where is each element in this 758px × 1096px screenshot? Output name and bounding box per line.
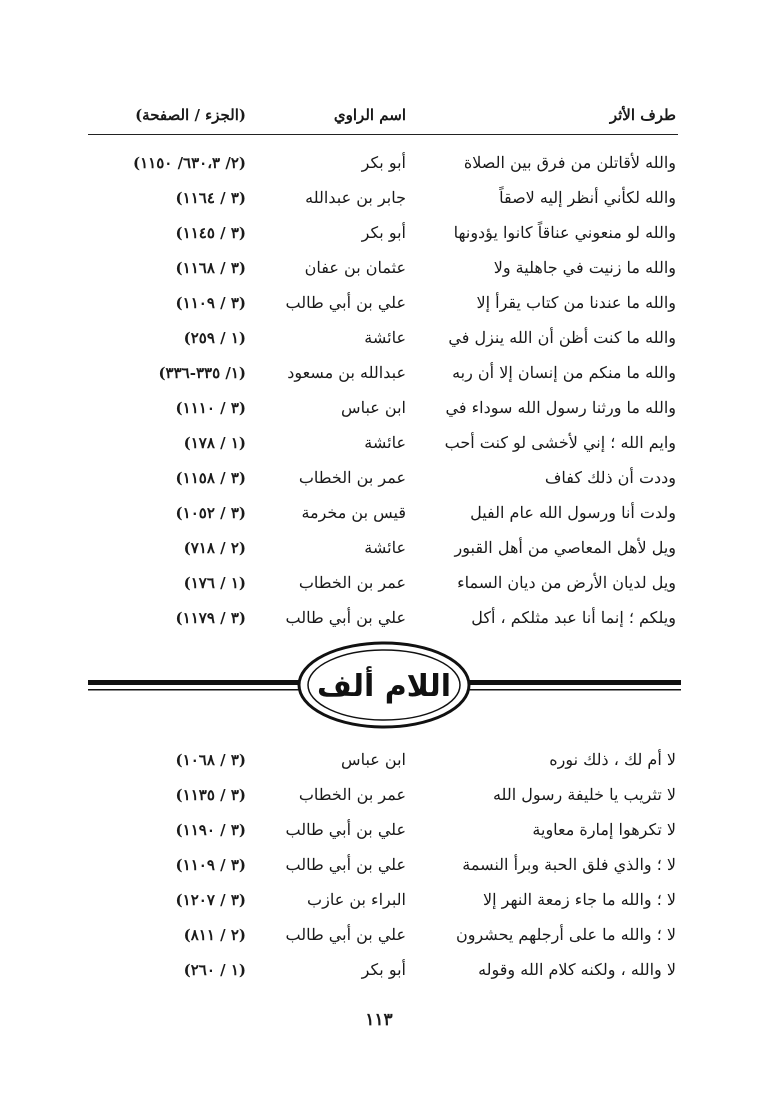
table-row: [0, 286, 758, 320]
ref-text: (٣ / ١١٣٥): [175, 786, 246, 804]
ref-text: (٣ / ١١٩٠): [175, 821, 246, 839]
athar-text: لا أم لك ، ذلك نوره: [549, 750, 676, 769]
rawi-text: عائشة: [364, 433, 406, 452]
rawi-text: قيس بن مخرمة: [301, 503, 406, 522]
rawi-text: عمر بن الخطاب: [298, 785, 406, 804]
table-row: [0, 883, 758, 917]
ref-text: (٣ / ١٠٥٢): [175, 504, 246, 522]
table-row: [0, 321, 758, 355]
ref-text: (٣ / ١١٦٨): [175, 259, 246, 277]
athar-text: والله ما منكم من إنسان إلا أن ربه: [452, 363, 676, 382]
ref-text: (١ / ٢٦٠): [183, 961, 246, 979]
ref-text: (٣ / ١٠٦٨): [175, 751, 246, 769]
table-row: [0, 251, 758, 285]
table-row: [0, 743, 758, 777]
page-number: ١١٣: [365, 1010, 393, 1030]
rawi-text: عمر بن الخطاب: [298, 573, 406, 592]
athar-text: والله ما عندنا من كتاب يقرأ إلا: [476, 293, 676, 312]
athar-text: ويل لأهل المعاصي من أهل القبور: [454, 538, 676, 557]
rawi-text: أبو بكر: [361, 223, 406, 242]
table-row: [0, 146, 758, 180]
athar-text: لا تثريب يا خليفة رسول الله: [492, 785, 676, 804]
table-row: [0, 953, 758, 987]
table-row: [0, 778, 758, 812]
ref-text: (١/ ٣٣٥-٣٣٦): [158, 364, 246, 382]
table-row: [0, 461, 758, 495]
section-title: اللام ألف: [316, 669, 452, 704]
rawi-text: عبدالله بن مسعود: [287, 363, 406, 382]
ref-text: (٢ / ٧١٨): [183, 539, 246, 557]
rawi-text: جابر بن عبدالله: [305, 188, 406, 207]
athar-text: ولدت أنا ورسول الله عام الفيل: [470, 503, 676, 522]
ref-text: (٢/ ٦٣٠،٣/ ١١٥٠): [133, 154, 246, 172]
table-row: [0, 531, 758, 565]
table-row: [0, 813, 758, 847]
athar-text: والله ما كنت أظن أن الله ينزل في: [448, 328, 676, 347]
athar-text: والله لأقاتلن من فرق بين الصلاة: [463, 153, 676, 172]
rawi-text: علي بن أبي طالب: [285, 820, 406, 839]
rawi-text: عائشة: [364, 328, 406, 347]
rawi-text: علي بن أبي طالب: [285, 855, 406, 874]
athar-text: لا ؛ والذي فلق الحبة وبرأ النسمة: [462, 855, 676, 874]
athar-text: لا ؛ والله ما جاء زمعة النهر إلا: [483, 890, 676, 909]
ref-text: (٣ / ١١٠٩): [175, 856, 246, 874]
rawi-text: عمر بن الخطاب: [298, 468, 406, 487]
ref-text: (٣ / ١٢٠٧): [175, 891, 246, 909]
rawi-text: علي بن أبي طالب: [285, 608, 406, 627]
header-rule: [88, 134, 678, 135]
athar-text: وددت أن ذلك كفاف: [544, 468, 676, 487]
athar-text: والله ما ورثنا رسول الله سوداء في: [445, 398, 676, 417]
ref-text: (١ / ٢٥٩): [183, 329, 246, 347]
table-row: [0, 566, 758, 600]
table-row: [0, 216, 758, 250]
rawi-text: ابن عباس: [341, 398, 406, 417]
column-header-ref: (الجزء / الصفحة): [135, 106, 246, 124]
athar-text: لا والله ، ولكنه كلام الله وقوله: [478, 960, 676, 979]
ref-text: (٣ / ١١٧٩): [175, 609, 246, 627]
rawi-text: علي بن أبي طالب: [285, 293, 406, 312]
ref-text: (٣ / ١١٥٨): [175, 469, 246, 487]
rawi-text: علي بن أبي طالب: [285, 925, 406, 944]
athar-text: والله ما زنيت في جاهلية ولا: [493, 258, 676, 277]
table-row: [0, 848, 758, 882]
ref-text: (٢ / ٨١١): [183, 926, 246, 944]
table-row: [0, 426, 758, 460]
column-header-rawi: اسم الراوي: [333, 106, 406, 124]
rawi-text: ابن عباس: [341, 750, 406, 769]
rawi-text: أبو بكر: [361, 960, 406, 979]
ref-text: (١ / ١٧٨): [183, 434, 246, 452]
athar-text: والله لو منعوني عناقاً كانوا يؤدونها: [453, 223, 676, 242]
table-row: [0, 496, 758, 530]
athar-text: ويلكم ؛ إنما أنا عبد مثلكم ، أكل: [471, 608, 676, 627]
ref-text: (١ / ١٧٦): [183, 574, 246, 592]
ref-text: (٣ / ١١٦٤): [175, 189, 246, 207]
ref-text: (٣ / ١١١٠): [175, 399, 246, 417]
column-header-athar: طرف الأثر: [609, 106, 676, 124]
table-row: [0, 918, 758, 952]
ref-text: (٣ / ١١٤٥): [175, 224, 246, 242]
table-row: [0, 356, 758, 390]
table-row: [0, 601, 758, 635]
athar-text: وايم الله ؛ إني لأخشى لو كنت أحب: [444, 433, 676, 452]
athar-text: لا تكرهوا إمارة معاوية: [532, 820, 676, 839]
table-row: [0, 181, 758, 215]
ref-text: (٣ / ١١٠٩): [175, 294, 246, 312]
athar-text: لا ؛ والله ما على أرجلهم يحشرون: [455, 925, 676, 944]
rawi-text: عائشة: [364, 538, 406, 557]
rawi-text: البراء بن عازب: [307, 890, 406, 909]
table-row: [0, 391, 758, 425]
athar-text: والله لكأني أنظر إليه لاصقاً: [499, 188, 676, 207]
section-divider: [88, 640, 681, 730]
rawi-text: أبو بكر: [361, 153, 406, 172]
athar-text: ويل لديان الأرض من ديان السماء: [457, 573, 676, 592]
rawi-text: عثمان بن عفان: [304, 258, 406, 277]
